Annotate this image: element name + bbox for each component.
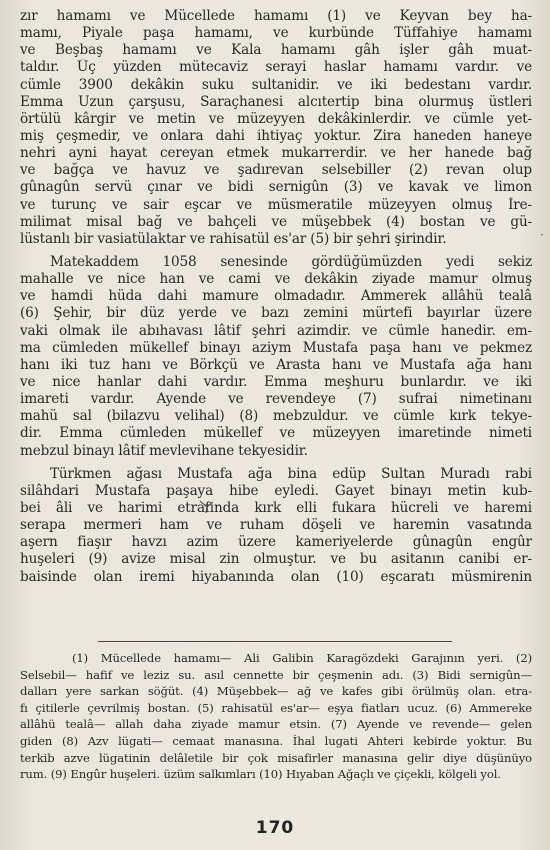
text-line: miş çeşmedir, ve onlara dahi ihtiyaç yoktur. Zira haneden haneye	[20, 127, 532, 144]
text-line: lüstanlı bir vasiatülaktar ve rahisatül es'ar (5) bir şehri şirindir.	[20, 230, 447, 247]
text-line: mebzul binayı lâtif mevlevihane tekyesidir.	[20, 442, 308, 459]
paragraph-2	[20, 254, 532, 460]
text-line: Emma Uzun çarşusu, Saraçhanesi alcıtertip bina olurmuş üstleri	[20, 93, 532, 110]
text-line: taldır. Üç yüzden mütecaviz serayi haslar hamamı vardır. ve	[20, 59, 532, 76]
text-line: ve hamdi hüda dahi mamure olmadadır. Ammerek allâhü tealâ	[20, 288, 532, 305]
text-line: bei âli ve harimi etrafında kırk elli fukara hücreli ve haremi	[20, 499, 532, 516]
footnote-line: giden (8) Azv lügati— cemaat manasına. İhal lugati Ahteri kebirde yoktur. Bu	[20, 733, 532, 748]
text-line: cümle 3900 dekâkin suku sultanidir. ve iki bedestanı vardır.	[20, 76, 532, 93]
main-text	[20, 8, 532, 586]
text-line: ve nice hanlar dahi vardır. Emma meşhuru bunlardır. ve iki	[20, 373, 532, 390]
text-line: mamı, Piyale paşa hamamı, ve kurbünde Tüffahiye hamamı	[20, 25, 532, 42]
text-line: gûnagûn servü çınar ve bidi sernigûn (3) ve kavak ve limon	[20, 179, 532, 196]
footnotes	[20, 650, 532, 783]
text-line: mahalle ve nice han ve cami ve dekâkin ziyade mamur olmuş	[20, 271, 532, 288]
text-line: imareti vardır. Ayende ve revendeye (7) sufrai nimetinanı	[20, 391, 532, 408]
text-line: dir. Emma cümleden mükellef ve müzeyyen imaretinde nimeti	[20, 425, 532, 442]
footnote-line: allâhü tealâ— allah daha ziyade mamur etsin. (7) Ayende ve revende— gelen	[20, 717, 532, 732]
text-line: ve turunç ve sair eşcar ve müsmeratile müzeyyen olmuş İre-	[20, 196, 532, 213]
text-line: mahü sal (bilazvu velihal) (8) mebzuldur. ve cümle kırk tekye-	[20, 408, 532, 425]
text-line: örtülü kârgir ve metin ve müzeyyen dekâkinlerdir. ve cümle yet-	[20, 110, 532, 127]
text-line: hanı iki tuz hanı ve Börkçü ve Arasta hanı ve Mustafa ağa hanı	[20, 356, 532, 373]
text-line: nehri ayni hayat cereyan etmek mukarrerdir. ve her hanede bağ	[20, 145, 532, 162]
text-line: vaki olmak ile abıhavası lâtif şehri azimdir. ve cümle hanedir. em-	[20, 322, 532, 339]
text-line: silâhdari Mustafa paşaya hibe eyledi. Gayet binayı metin kub-	[20, 482, 532, 499]
text-line: serapa mermeri ham ve ruham döşeli ve haremin vasatında	[20, 517, 532, 534]
text-line: ma cümleden mükellef binayı aziym Mustafa paşa hanı ve pekmez	[20, 339, 532, 356]
paragraph-1	[20, 8, 532, 248]
footnote-line: rum. (9) Engûr huşeleri. üzüm salkımları (10) Hıyaban Ağaçlı ve çiçekli, kölgeli yol.	[20, 767, 501, 782]
footnote-line: terkib azve lügatinin delâletile bir çok misafirler manasına gelir diye düşünüyo	[20, 750, 532, 765]
text-line: aşern fiaşır havzı azim üzere kameriyelerde gûnagûn engûr	[20, 534, 532, 551]
text-line: milimat misal bağ ve bahçeli ve müşebbek (4) bostan ve gü-	[20, 213, 532, 230]
footnote-line: Selsebil— hafif ve leziz su. asıl cennette bir çeşmenin adı. (3) Bidi sernigûn—	[20, 667, 532, 682]
text-line: zır hamamı ve Mücellede hamamı (1) ve Keyvan bey ha-	[20, 8, 532, 24]
text-line: (6) Şehir, bir düz yerde ve bazı zemini mürtefi bayırlar üzere	[20, 305, 532, 322]
margin-mark: ·	[540, 228, 544, 242]
paragraph-3	[20, 466, 532, 586]
text-line: baisinde olan iremi hiyabanında olan (10) eşcaratı müsmirenin	[20, 568, 532, 585]
footnote-line: (1) Mücellede hamamı— Ali Galibin Karagözdeki Garajının yeri. (2)	[72, 651, 532, 665]
text-line: Matekaddem 1058 senesinde gördüğümüzden yedi sekiz	[50, 253, 532, 270]
footnote-divider	[98, 641, 452, 642]
text-line: Türkmen ağası Mustafa ağa bina edüp Sultan Muradı rabi	[50, 465, 532, 482]
page-number: 170	[255, 818, 295, 838]
text-line: ve bağça ve havuz ve şadırevan selsebiller (2) revan olup	[20, 162, 532, 179]
text-line: ve Beşbaş hamamı ve Kala hamamı gâh işler gâh muat-	[20, 42, 532, 59]
footnote-line: dalları yere sarkan söğüt. (4) Müşebbek— ağ ve kafes gibi örülmüş olan. etra-	[20, 684, 532, 699]
footnote-line: fı çitilerle çevrilmiş bostan. (5) rahisatül es'ar— eşya fiatları ucuz. (6) Ammereke	[20, 700, 532, 715]
text-line: huşeleri (9) avize misal zin olmuştur. ve bu asitanın canibi er-	[20, 551, 532, 568]
pen-mark-icon	[198, 498, 216, 514]
